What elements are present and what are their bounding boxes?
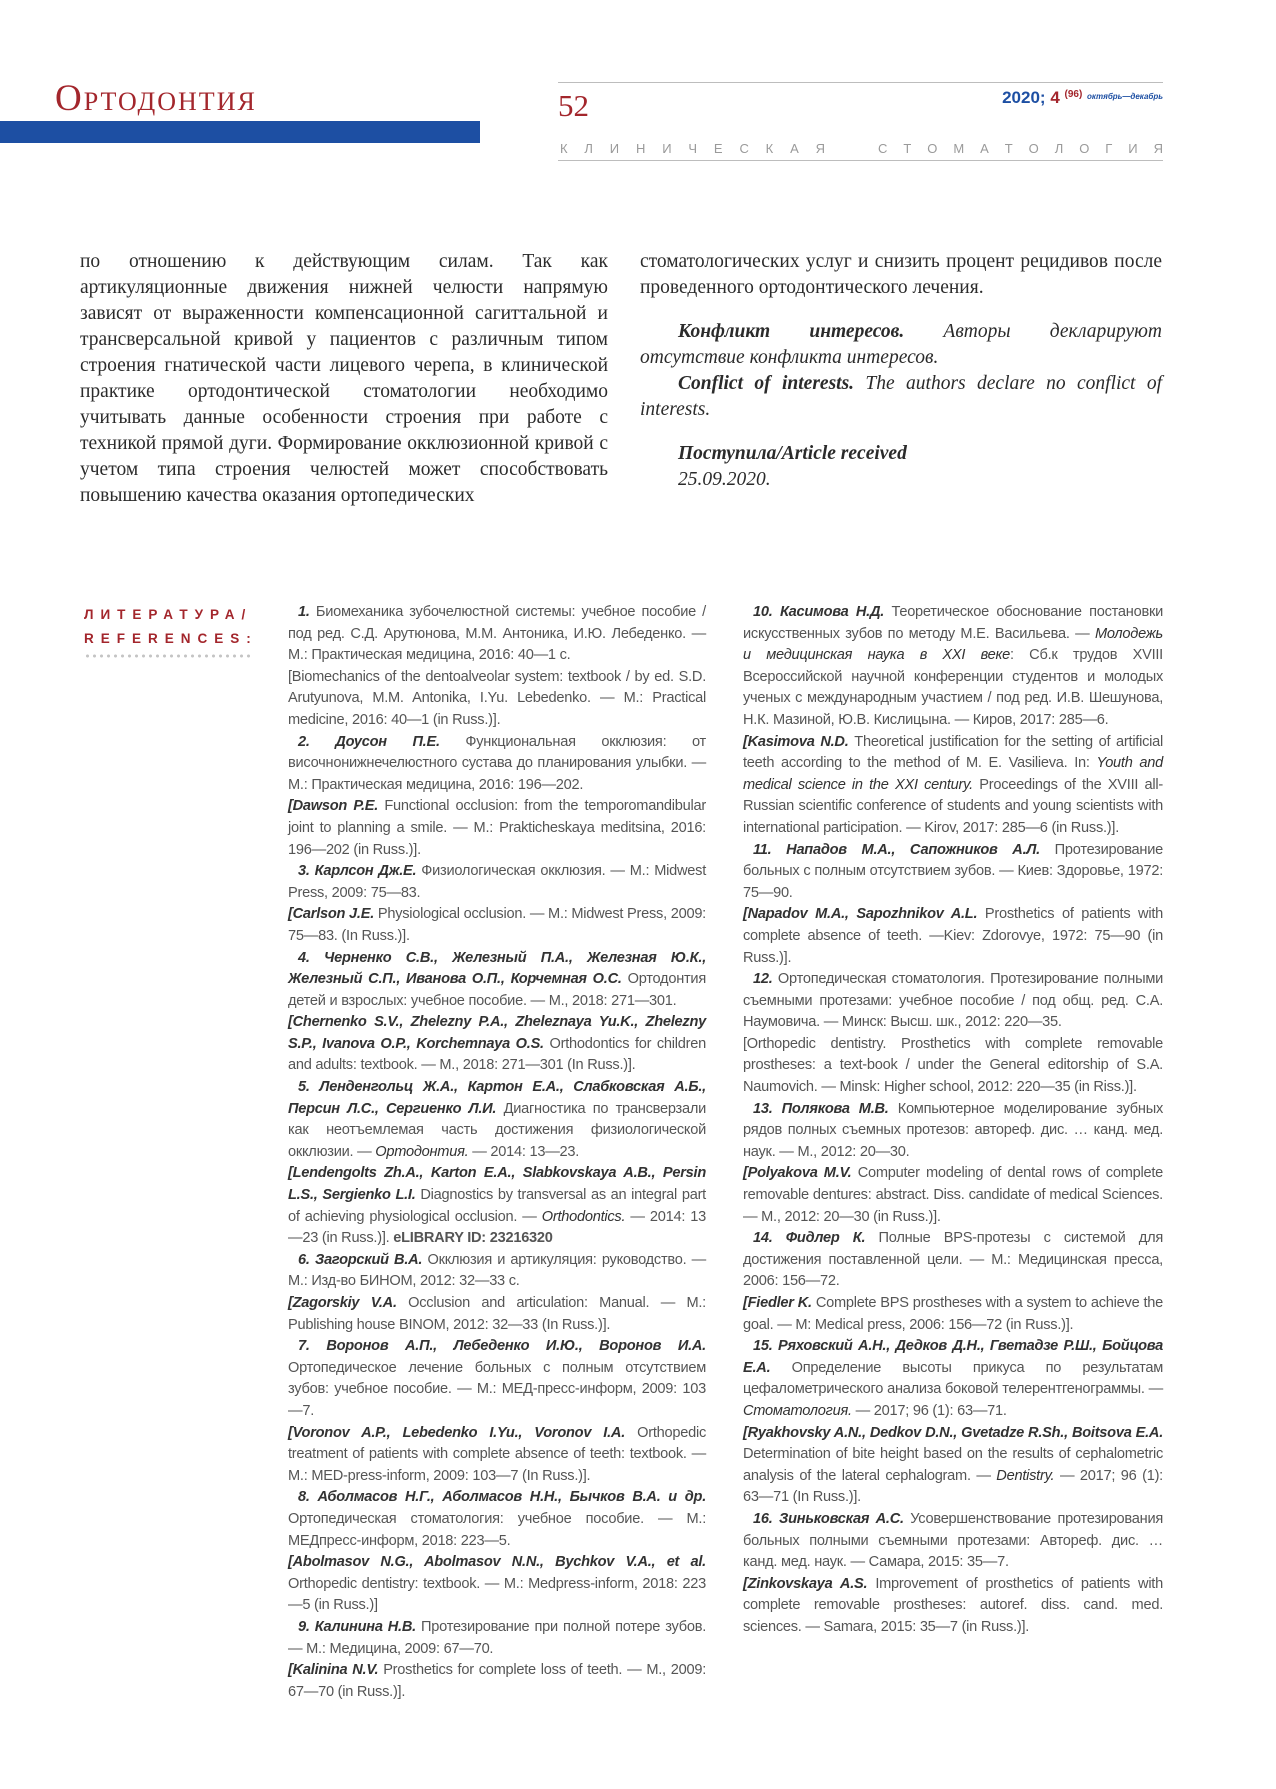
reference-item (288, 861, 706, 947)
reference-authors-en: [Voronov A.P., Lebedenko I.Yu., Voronov I.A. (288, 1424, 638, 1441)
page-number: 52 (558, 88, 589, 123)
reference-item (288, 732, 706, 862)
reference-text-en: Orthodontics for children and adults: textbook. — M., 2018: 271—301 (In Russ.)]. (288, 1035, 706, 1074)
reference-tail-en: Proceedings of the XVIII all-Russian scientific conference of students and young scientists with international participation. — Kirov, 2017: 285—6 (in Russ.)]. (743, 776, 1163, 836)
reference-text-ru: Компьютерное моделирование зубных рядов полных съемных протезов: автореф. дис. … канд. мед. наук. — М., 2012: 20—30. (743, 1100, 1163, 1160)
reference-en (743, 1423, 1163, 1509)
reference-tail-ru: : Сб.к трудов XVIII Всероссийской научной конференции студентов и молодых ученых с международным участием / под ред. И.В. Шешунова, Н.К. Мазиной, Ю.В. Кислицына. — Киров, 2017: 285—6. (743, 647, 1163, 728)
reference-journal-en: Youth and medical science in the XXI century. (743, 755, 1163, 793)
reference-item (743, 1336, 1163, 1509)
reference-en (288, 667, 706, 732)
reference-number: 8. (298, 1489, 318, 1506)
reference-authors-ru: Загорский В.А. (314, 1251, 428, 1268)
reference-authors-en: [Polyakova M.V. (743, 1165, 858, 1182)
reference-text-ru: Биомеханика зубочелюстной системы: учебное пособие / под ред. С.Д. Арутюнова, М.М. Антоника, И.Ю. Лебеденко. — М.: Практическая медицина, 2016: 40—1 с. (288, 604, 706, 664)
reference-authors-en: [Fiedler K. (743, 1295, 816, 1311)
reference-item (743, 840, 1163, 970)
conflict-en-text: The authors declare no conflict of interests. (640, 373, 1163, 420)
reference-text-ru: Ортодонтия детей и взрослых: учебное пособие. — М., 2018: 271—301. (288, 971, 706, 1009)
received-date-line (640, 467, 1162, 493)
reference-text-en: [Biomechanics of the dentoalveolar system: textbook / by ed. S.D. Arutyunova, M.M. Antonika, I.Yu. Lebedenko. — M.: Practical medicine, 2016: 40—1 (in Russ.)]. (288, 668, 706, 728)
reference-text-en: Orthopedic dentistry: textbook. — M.: Medpress-inform, 2018: 223—5 (in Russ.)] (288, 1575, 706, 1614)
reference-text-en: Determination of bite height based on the results of cephalometric analysis of the lateral cephalogram. — (743, 1446, 1163, 1484)
reference-item (743, 1099, 1163, 1229)
reference-item (743, 969, 1163, 1099)
reference-text-en: Complete BPS prostheses with a system to achieve the goal. — M: Medical press, 2006: 156—72 (in Russ.)]. (743, 1295, 1163, 1333)
reference-journal-en: Dentistry. (996, 1467, 1055, 1484)
reference-number: 14. (753, 1230, 786, 1247)
reference-elibrary-id: eLIBRARY ID: 23216320 (389, 1230, 553, 1247)
reference-number: 5. (298, 1079, 320, 1096)
reference-ru (743, 1509, 1163, 1574)
reference-authors-en: [Zagorskiy V.A. (288, 1295, 409, 1311)
reference-number: 2. (298, 733, 336, 750)
journal-word: К Л И Н И Ч Е С К А Я (560, 141, 825, 156)
reference-item (743, 602, 1163, 840)
reference-ru (288, 1336, 706, 1422)
reference-text-en: Functional occlusion: from the temporomandibular joint to planning a smile. — M.: Prakticheskaya meditsina, 2016: 196—202 (in Russ.)]. (288, 798, 706, 858)
reference-authors-ru: Полякова М.В. (781, 1100, 898, 1117)
reference-authors-ru: Ряховский А.Н., Дедков Д.Н., Гветадзе Р.Ш., Бойцова Е.А. (743, 1338, 1163, 1376)
reference-authors-en: [Napadov M.A., Sapozhnikov A.L. (743, 906, 985, 923)
reference-item (743, 1509, 1163, 1639)
conflict-en (640, 371, 1162, 423)
reference-text-ru: Ортопедическое лечение больных с полным отсутствием зубов: учебное пособие. — М.: МЕД-пресс-информ, 2009: 103—7. (288, 1359, 706, 1419)
reference-journal-ru: Ортодонтия. (375, 1143, 469, 1160)
conflict-ru (640, 319, 1162, 371)
reference-text-ru: Теоретическое обоснование постановки искусственных зубов по методу М.Е. Васильева. — (743, 604, 1163, 642)
body-right-column (640, 249, 1162, 493)
issue-year: 2020; (1002, 88, 1046, 107)
reference-text-en: Prosthetics for complete loss of teeth. — M., 2009: 67—70 (in Russ.)]. (288, 1662, 706, 1700)
reference-text-en: Improvement of prosthetics of patients with complete removable prostheses: autoref. diss. cand. med. sciences. — Samara, 2015: 35—7 (in Russ.)]. (743, 1575, 1163, 1635)
reference-text-en: Computer modeling of dental rows of complete removable dentures: abstract. Diss. candidate of medical Sciences. — M., 2012: 20—30 (in Russ.)]. (743, 1165, 1164, 1225)
reference-en (743, 904, 1163, 969)
body-left-column: по отношению к действующим силам. Так как артикуляционные движения нижней челюсти напрямую зависят от выраженности компенсационной сагиттальной и трансверсальной кривой у пациентов с различным типом строения гнатической части лицевого черепа, в клинической практике ортодонтической стоматологии необходимо учитывать данные особенности строения при работе с техникой прямой дуги. Формирование окклюзионной кривой с учетом типа строения челюстей может способствовать повышению качества оказания ортопедических (80, 251, 608, 506)
reference-authors-ru: Зиньковская А.С. (778, 1510, 911, 1527)
reference-en (288, 904, 706, 947)
reference-authors-en: [Lendengolts Zh.A., Karton E.A., Slabkovskaya A.B., Persin L.S., Sergienko L.I. (288, 1165, 706, 1204)
reference-authors-ru: Доусон П.Е. (335, 733, 466, 750)
reference-number: 10. (753, 604, 780, 620)
reference-number: 13. (753, 1100, 782, 1117)
reference-en (743, 732, 1163, 840)
reference-ru (743, 602, 1163, 732)
reference-tail-ru: — 2014: 13—23. (468, 1143, 580, 1160)
reference-authors-en: [Ryakhovsky A.N., Dedkov D.N., Gvetadze R.Sh., Boitsova E.A. (743, 1424, 1163, 1441)
reference-ru (288, 948, 706, 1013)
reference-en (743, 1163, 1163, 1228)
references-label (84, 603, 258, 651)
received-label-line (640, 441, 1162, 467)
issue-info (1002, 88, 1163, 108)
reference-authors-ru: Фидлер К. (785, 1230, 879, 1247)
reference-item (288, 948, 706, 1078)
issue-sup: (96) (1064, 89, 1083, 100)
reference-text-ru: Усовершенствование протезирования больных полными съемными протезами: Автореф. дис. … канд. мед. наук. — Самара, 2015: 35—7. (743, 1510, 1163, 1571)
reference-number: 7. (298, 1338, 327, 1355)
reference-authors-ru: Калинина Н.В. (314, 1618, 422, 1635)
reference-authors-en: [Dawson P.E. (288, 798, 385, 815)
reference-ru (288, 861, 706, 904)
reference-en (743, 1293, 1163, 1336)
reference-ru (288, 1077, 706, 1163)
reference-authors-en: [Carlson J.E. (288, 906, 378, 923)
reference-ru (743, 1099, 1163, 1164)
reference-text-en: Physiological occlusion. — M.: Midwest Press, 2009: 75—83. (In Russ.)]. (288, 906, 706, 944)
reference-ru (743, 1336, 1163, 1422)
references-label-ru: ЛИТЕРАТУРА/ (84, 607, 253, 622)
reference-item (288, 602, 706, 732)
reference-item (288, 1336, 706, 1487)
issue-months: октябрь—декабрь (1087, 92, 1163, 101)
reference-en (288, 796, 706, 861)
reference-text-en: [Orthopedic dentistry. Prosthetics with complete removable prostheses: a text-book / under the General editorship of S.A. Naumovich. — Minsk: Higher school, 2012: 220—35 (in Riss.)]. (743, 1035, 1163, 1096)
reference-text-en: Occlusion and articulation: Manual. — M.: Publishing house BINOM, 2012: 32—33 (In Russ.)]. (288, 1295, 706, 1333)
journal-name (560, 141, 1163, 156)
reference-item (288, 1077, 706, 1250)
reference-authors-en: [Chernenko S.V., Zhelezny P.A., Zheleznaya Yu.K., Zhelezny S.P., Ivanova O.P., Korchemnaya O.S. (288, 1014, 706, 1052)
reference-ru (288, 732, 706, 797)
reference-number: 1. (298, 604, 316, 620)
issue-number: 4 (1050, 88, 1060, 107)
reference-ru (288, 602, 706, 667)
reference-number: 12. (753, 971, 778, 988)
reference-en (288, 1293, 706, 1336)
reference-number: 3. (298, 863, 315, 880)
reference-text-ru: Протезирование больных с полным отсутствием зубов. — Киев: Здоровье, 1972: 75—90. (743, 841, 1163, 901)
reference-text-ru: Ортопедическая стоматология. Протезирование полными съемными протезами: учебное пособие / под общ. ред. С.А. Наумовича. — Минск: Высш. шк., 2012: 220—35. (743, 971, 1164, 1031)
header-rule-bottom (558, 160, 1163, 161)
reference-item (288, 1487, 706, 1617)
reference-ru (743, 840, 1163, 905)
conflict-ru-text: Авторы декларируют отсутствие конфликта интересов. (640, 321, 1162, 368)
reference-journal-ru: Стоматология. (743, 1402, 852, 1419)
reference-tail-ru: — 2017; 96 (1): 63—71. (851, 1402, 1007, 1419)
reference-authors-ru: Воронов А.П., Лебеденко И.Ю., Воронов И.А. (326, 1338, 706, 1355)
header-blue-bar (0, 121, 480, 143)
reference-number: 9. (298, 1618, 315, 1635)
reference-authors-ru: Черненко С.В., Железный П.А., Железная Ю.К., Железный С.П., Иванова О.П., Корчемная О.С. (288, 949, 707, 988)
reference-en (288, 1163, 706, 1249)
reference-ru (743, 969, 1163, 1034)
reference-ru (743, 1228, 1163, 1293)
reference-item (288, 1617, 706, 1703)
reference-authors-en: [Kalinina N.V. (288, 1662, 384, 1679)
conflict-ru-label: Конфликт интересов. (678, 321, 905, 342)
reference-authors-ru: Карлсон Дж.Е. (314, 863, 422, 880)
journal-word: С Т О М А Т О Л О Г И Я (878, 141, 1163, 156)
header-rule-top (558, 82, 1163, 83)
reference-authors-en: [Kasimova N.D. (743, 733, 855, 750)
reference-number: 15. (753, 1338, 779, 1355)
reference-text-ru: Ортопедическая стоматология: учебное пособие. — М.: МЕДпресс-информ, 2018: 223—5. (288, 1510, 706, 1549)
reference-en (743, 1574, 1163, 1639)
reference-journal-ru: Молодежь и медицинская наука в XXI веке (743, 625, 1163, 664)
reference-number: 6. (298, 1251, 315, 1268)
reference-text-ru: Окклюзия и артикуляция: руководство. — М.: Изд-во БИНОМ, 2012: 32—33 с. (288, 1251, 706, 1290)
reference-en (288, 1012, 706, 1077)
reference-authors-en: [Zinkovskaya A.S. (743, 1575, 876, 1592)
reference-authors-ru: Ленденгольц Ж.А., Картон Е.А., Слабковская А.Б., Персин Л.С., Сергиенко Л.И. (288, 1079, 706, 1117)
reference-text-ru: Полные BPS-протезы с системой для достижения поставленной цели. — М.: Медицинская пресса, 2006: 156—72. (743, 1230, 1163, 1290)
received-date: 25.09.2020. (678, 469, 771, 490)
reference-tail-en: — 2014: 13—23 (in Russ.)]. (288, 1208, 706, 1247)
conflict-en-label: Conflict of interests. (678, 373, 855, 394)
reference-text-ru: Функциональная окклюзия: от височнонижнечелюстного сустава до планирования улыбки. — М.: Практическая медицина, 2016: 196—202. (288, 733, 706, 793)
reference-item (288, 1250, 706, 1336)
reference-text-ru: Протезирование при полной потере зубов. — М.: Медицина, 2009: 67—70. (288, 1618, 706, 1657)
reference-authors-ru: Нападов М.А., Сапожников А.Л. (786, 841, 1055, 858)
references-dots-divider (84, 654, 254, 658)
reference-en (288, 1660, 706, 1703)
reference-en (288, 1552, 706, 1617)
reference-text-ru: Определение высоты прикуса по результатам цефалометрического анализа боковой телерентгенограммы. — (743, 1359, 1164, 1398)
reference-text-ru: Диагностика по трансверзали как неотъемлемая часть достижения физиологической окклюзии. — (288, 1100, 706, 1160)
reference-ru (288, 1617, 706, 1660)
reference-text-en: Prosthetics of patients with complete absence of teeth. —Kiev: Zdorovye, 1972: 75—90 (in Russ.)]. (743, 906, 1163, 966)
reference-authors-en: [Abolmasov N.G., Abolmasov N.N., Bychkov V.A., et al. (288, 1554, 706, 1571)
references-column-1 (288, 602, 706, 1703)
section-title: Ортодонтия (55, 78, 257, 119)
reference-number: 16. (753, 1510, 779, 1527)
reference-authors-ru: Аболмасов Н.Г., Аболмасов Н.Н., Бычков В.А. и др. (317, 1489, 707, 1506)
reference-number: 11. (753, 841, 787, 858)
reference-tail-en: — 2017; 96 (1): 63—71 (In Russ.)]. (743, 1467, 1163, 1506)
body-right-text: стоматологических услуг и снизить процент рецидивов после проведенного ортодонтического лечения. (640, 251, 1162, 298)
reference-item (743, 1228, 1163, 1336)
reference-ru (288, 1487, 706, 1552)
reference-text-en: Diagnostics by transversal as an integral part of achieving physiological occlusion. — (288, 1187, 706, 1225)
reference-authors-ru: Касимова Н.Д. (779, 604, 892, 620)
reference-text-en: Orthopedic treatment of patients with complete absence of teeth: textbook. — M.: MED-press-inform, 2009: 103—7 (In Russ.)]. (288, 1424, 706, 1484)
reference-ru (288, 1250, 706, 1293)
reference-text-ru: Физиологическая окклюзия. — М.: Midwest Press, 2009: 75—83. (288, 863, 707, 901)
references-label-en: REFERENCES: (84, 631, 258, 646)
reference-text-en: Theoretical justification for the setting of artificial teeth according to the method of M. E. Vasilieva. In: (743, 733, 1164, 772)
references-column-2 (743, 602, 1163, 1639)
received-label: Поступила/Article received (678, 443, 907, 464)
reference-journal-en: Orthodontics. (541, 1208, 626, 1225)
reference-en (743, 1034, 1163, 1099)
reference-number: 4. (298, 949, 325, 966)
reference-en (288, 1423, 706, 1488)
